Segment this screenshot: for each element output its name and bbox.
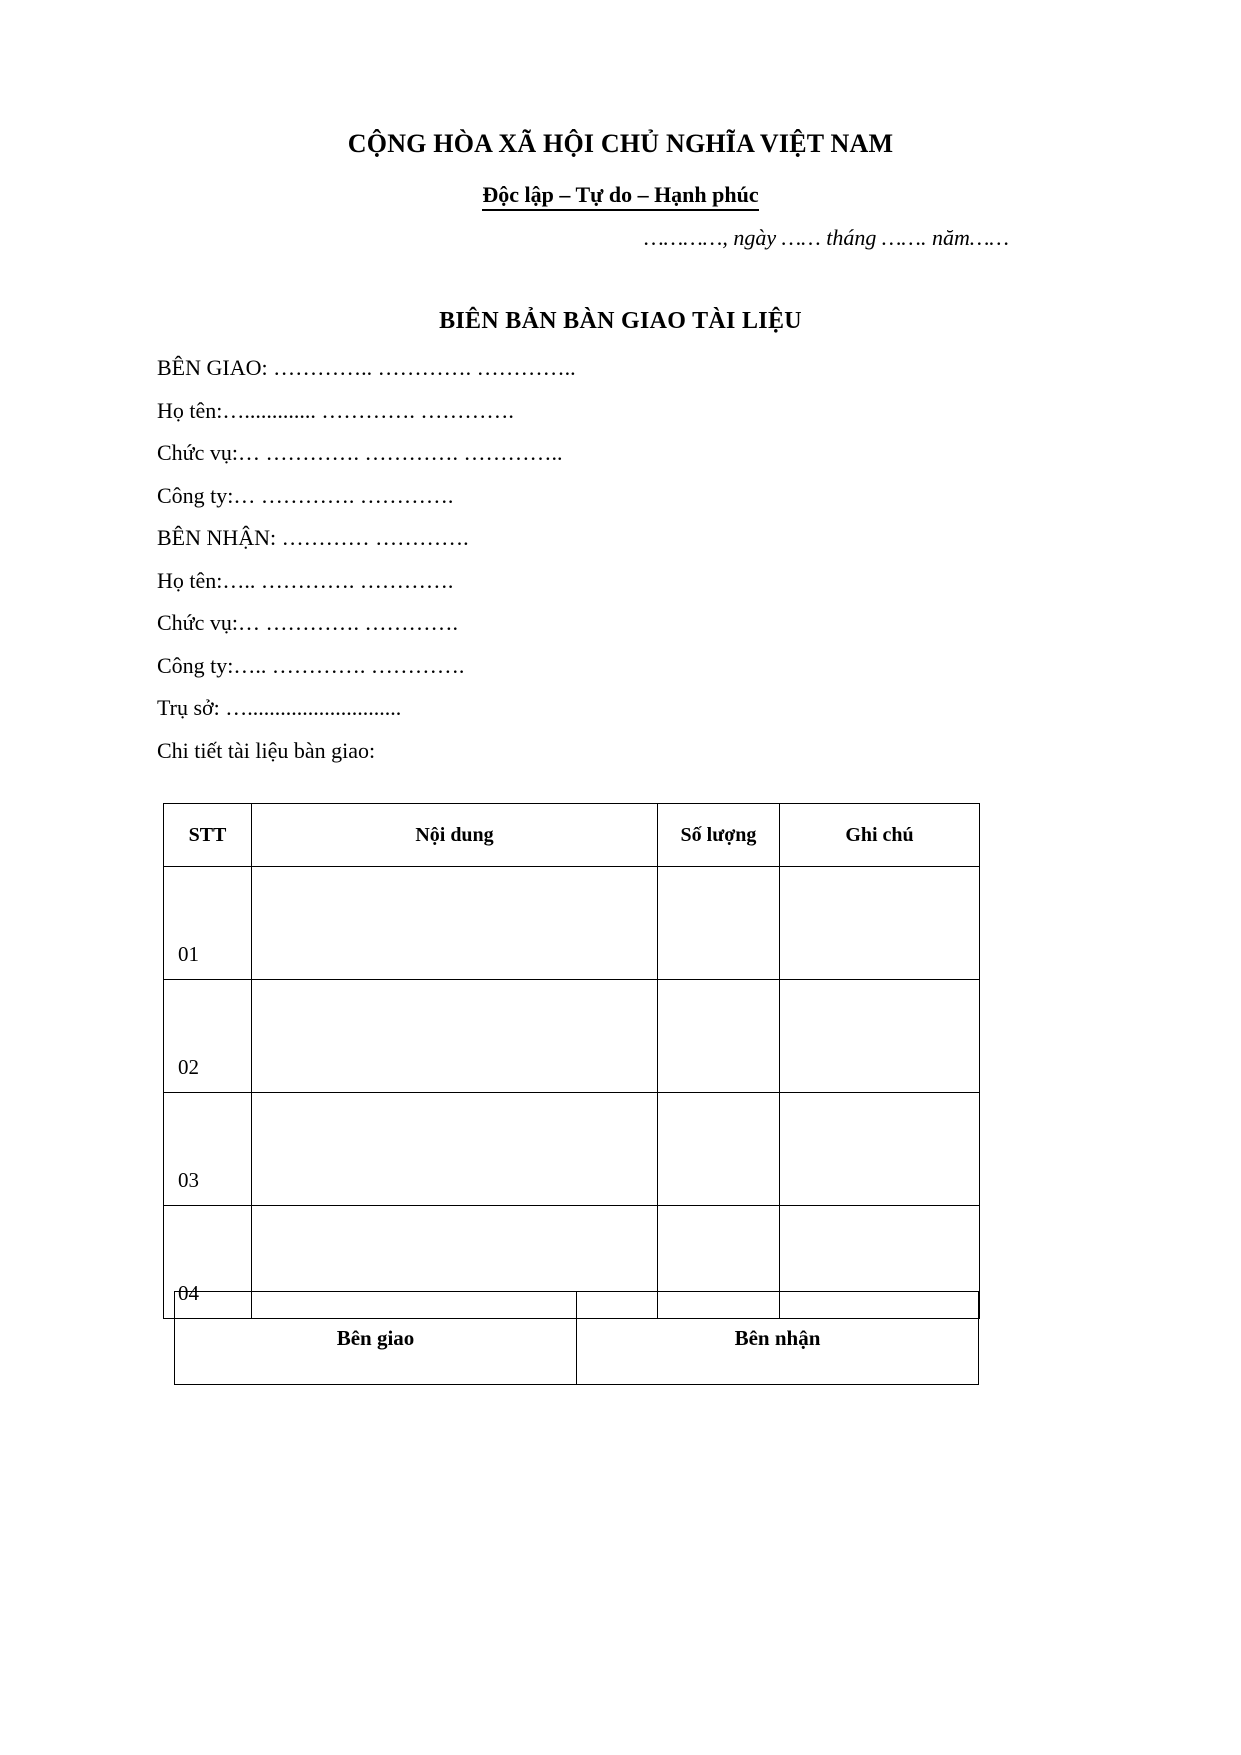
cell-noi-dung[interactable] bbox=[252, 1093, 658, 1206]
body-line-ho-ten-giao: Họ tên:…............. …………. …………. bbox=[157, 397, 514, 423]
body-line-ben-nhan: BÊN NHẬN: ………… …………. bbox=[157, 525, 469, 550]
body-line-chuc-vu-nhan: Chức vụ:… …………. …………. bbox=[157, 610, 458, 635]
document-header bbox=[0, 128, 1241, 211]
body-line-ho-ten-nhan: Họ tên:….. …………. …………. bbox=[157, 567, 454, 593]
cell-ghi-chu[interactable] bbox=[780, 1093, 980, 1206]
table-row bbox=[164, 980, 980, 1093]
body-line-cong-ty-giao: Công ty:… …………. …………. bbox=[157, 482, 454, 508]
body-lines bbox=[157, 357, 1057, 782]
body-line-chuc-vu-giao: Chức vụ:… …………. …………. ………….. bbox=[157, 440, 563, 465]
document-detail-table bbox=[163, 803, 980, 1319]
signature-table bbox=[174, 1291, 979, 1385]
table-row bbox=[164, 867, 980, 980]
body-line-chi-tiet: Chi tiết tài liệu bàn giao: bbox=[157, 737, 376, 763]
national-title: CỘNG HÒA XÃ HỘI CHỦ NGHĨA VIỆT NAM bbox=[347, 129, 894, 158]
document-title: BIÊN BẢN BÀN GIAO TÀI LIỆU bbox=[439, 308, 802, 334]
national-motto: Độc lập – Tự do – Hạnh phúc bbox=[482, 181, 758, 212]
body-line-cong-ty-nhan: Công ty:….. …………. …………. bbox=[157, 652, 465, 678]
cell-noi-dung[interactable] bbox=[252, 980, 658, 1093]
table-row bbox=[164, 1093, 980, 1206]
cell-stt: 03 bbox=[164, 1093, 252, 1206]
body-line-ben-giao: BÊN GIAO: ………….. …………. ………….. bbox=[157, 355, 576, 380]
column-header-so-luong: Số lượng bbox=[658, 804, 780, 867]
date-line: …………, ngày …… tháng ……. năm…… bbox=[644, 225, 1009, 250]
column-header-ghi-chu: Ghi chú bbox=[780, 804, 980, 867]
table-header-row bbox=[164, 804, 980, 867]
body-line-tru-so: Trụ sở: …............................ bbox=[157, 695, 402, 720]
signature-cell-ben-nhan[interactable]: Bên nhận bbox=[577, 1292, 979, 1385]
signature-cell-ben-giao[interactable]: Bên giao bbox=[175, 1292, 577, 1385]
cell-ghi-chu[interactable] bbox=[780, 867, 980, 980]
cell-noi-dung[interactable] bbox=[252, 867, 658, 980]
signature-row bbox=[175, 1292, 979, 1385]
cell-stt: 01 bbox=[164, 867, 252, 980]
cell-stt: 02 bbox=[164, 980, 252, 1093]
cell-so-luong[interactable] bbox=[658, 980, 780, 1093]
column-header-stt: STT bbox=[164, 804, 252, 867]
column-header-noi-dung: Nội dung bbox=[252, 804, 658, 867]
cell-ghi-chu[interactable] bbox=[780, 980, 980, 1093]
cell-stt: 04 bbox=[164, 1206, 252, 1319]
cell-so-luong[interactable] bbox=[658, 867, 780, 980]
motto-wrapper bbox=[0, 181, 1241, 212]
cell-so-luong[interactable] bbox=[658, 1093, 780, 1206]
